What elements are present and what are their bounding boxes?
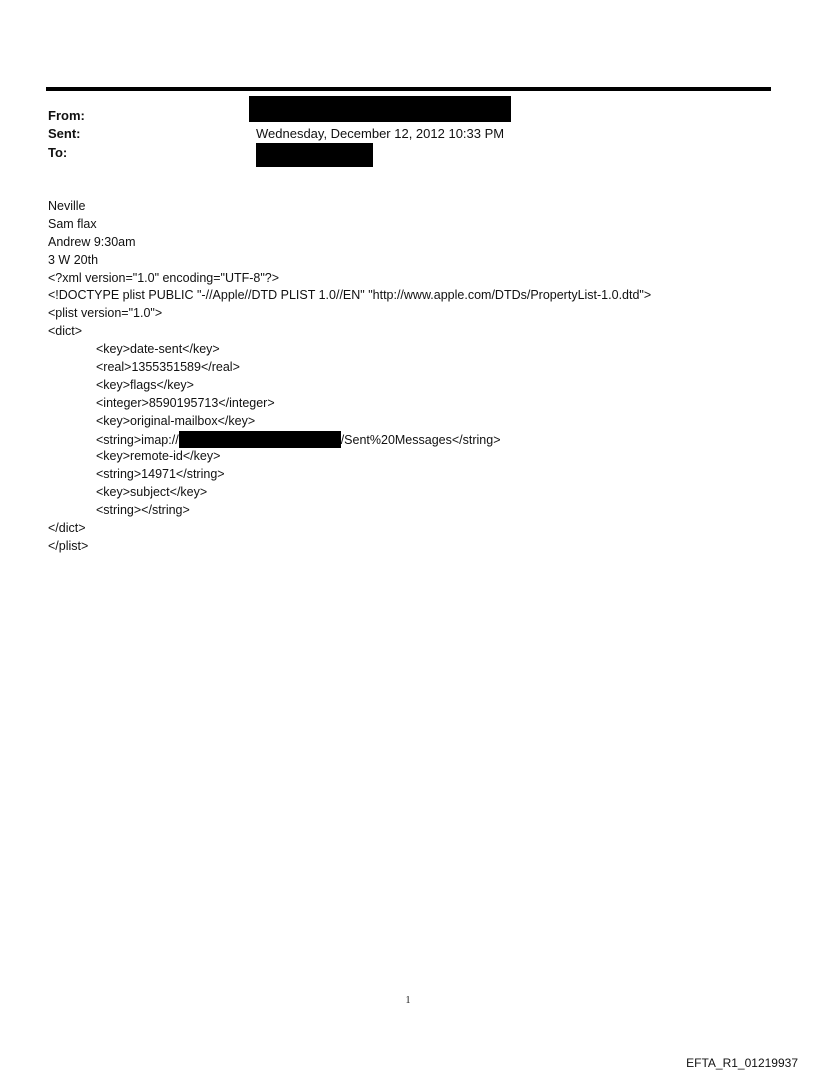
body-line: Sam flax [48, 216, 97, 231]
plist-entry-line: <key>remote-id</key> [96, 449, 221, 464]
plist-entry-line: <string></string> [96, 503, 190, 518]
email-body [48, 198, 788, 556]
mailbox-string-end: /Sent%20Messages</string> [340, 432, 501, 447]
plist-entry-line: <key>original-mailbox</key> [96, 413, 256, 428]
header-rule [46, 87, 771, 91]
sent-label: Sent: [48, 126, 81, 141]
to-label: To: [48, 145, 68, 160]
from-redaction [249, 96, 511, 122]
plist-entry-line: <key>flags</key> [96, 377, 194, 392]
dict-open-line: <dict> [48, 324, 83, 339]
plist-entry-line: <real>1355351589</real> [96, 360, 240, 375]
plist-entry-line: <key>subject</key> [96, 485, 208, 500]
xml-declaration-line: <?xml version="1.0" encoding="UTF-8"?> [48, 270, 280, 285]
page-number: 1 [405, 995, 411, 1006]
from-label: From: [48, 108, 85, 123]
dict-close-line: </dict> [48, 521, 86, 536]
document-id: EFTA_R1_01219937 [686, 1056, 798, 1070]
plist-close-line: </plist> [48, 538, 89, 553]
mailbox-string-line [48, 431, 788, 449]
mailbox-redaction [179, 431, 341, 448]
plist-entry-line: <string>14971</string> [96, 467, 225, 482]
body-line: 3 W 20th [48, 252, 99, 267]
sent-value: Wednesday, December 12, 2012 10:33 PM [256, 126, 505, 141]
to-redaction [256, 143, 373, 167]
plist-entry-line: <integer>8590195713</integer> [96, 395, 275, 410]
plist-open-line: <plist version="1.0"> [48, 306, 163, 321]
plist-entry-line: <key>date-sent</key> [96, 342, 220, 357]
body-line: Neville [48, 199, 86, 213]
doctype-line: <!DOCTYPE plist PUBLIC "-//Apple//DTD PLIST 1.0//EN" "http://www.apple.com/DTDs/PropertyList-1.0.dtd"> [48, 288, 652, 303]
body-line: Andrew 9:30am [48, 234, 136, 249]
mailbox-string-start: <string>imap:// [96, 432, 179, 447]
